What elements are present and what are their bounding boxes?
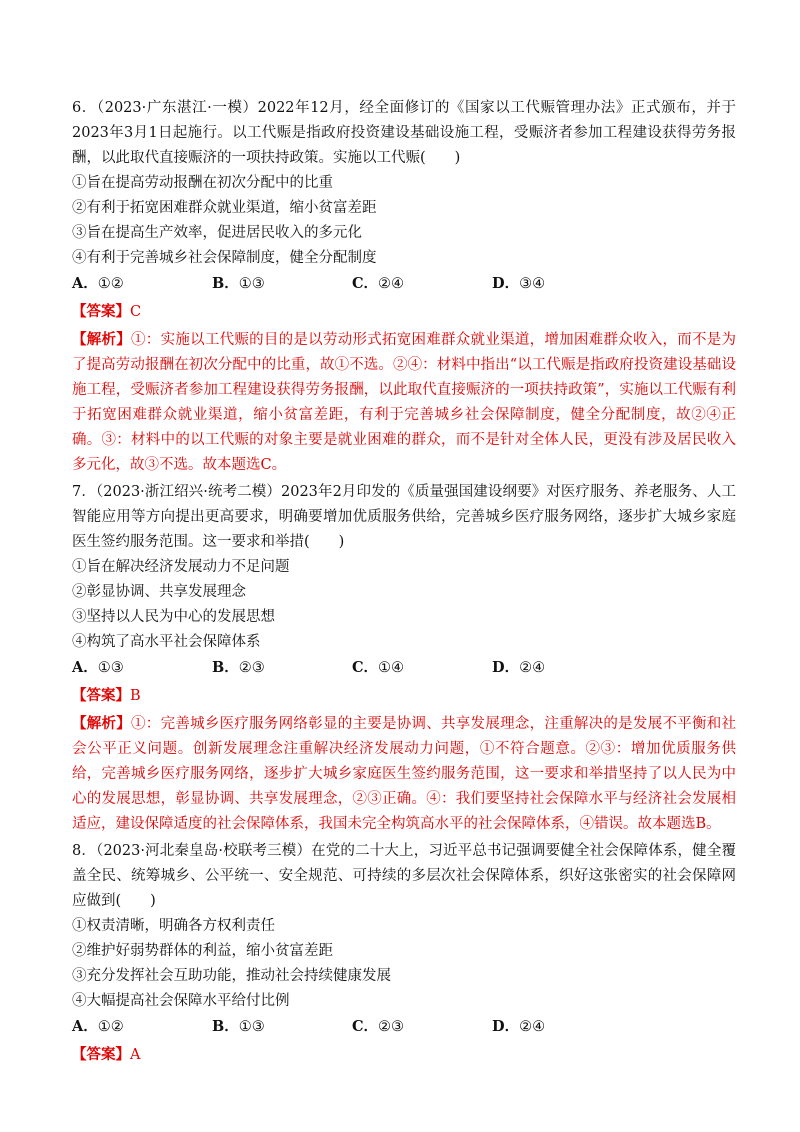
answer-value: B bbox=[130, 688, 141, 704]
choice-letter: C． bbox=[352, 1018, 379, 1035]
answer-value: A bbox=[130, 1047, 141, 1063]
analysis-paragraph bbox=[72, 711, 736, 837]
statement-option: ④大幅提高社会保障水平给付比例 bbox=[72, 993, 290, 1009]
answer-tag: 【答案】 bbox=[72, 1046, 130, 1063]
choice-text: ②④ bbox=[519, 1019, 546, 1035]
question-7 bbox=[72, 480, 736, 837]
choice-text: ②③ bbox=[238, 660, 265, 676]
choice-letter: A． bbox=[72, 659, 98, 676]
statement-option: ①旨在提高劳动报酬在初次分配中的比重 bbox=[72, 175, 333, 191]
choice-d bbox=[492, 655, 632, 681]
choice-c bbox=[352, 271, 492, 297]
statement-option: ④构筑了高水平社会保障体系 bbox=[72, 634, 261, 650]
choice-text: ①④ bbox=[378, 660, 405, 676]
analysis-paragraph bbox=[72, 327, 736, 478]
choice-letter: B． bbox=[212, 1018, 239, 1035]
choice-d bbox=[492, 1014, 632, 1040]
choice-letter: D． bbox=[492, 1018, 520, 1035]
choice-text: ②④ bbox=[378, 276, 405, 292]
choice-d bbox=[492, 271, 632, 297]
choice-letter: C． bbox=[352, 275, 379, 292]
choice-letter: A． bbox=[72, 275, 98, 292]
question-6 bbox=[72, 96, 736, 478]
statement-option: ②有利于拓宽困难群众就业渠道，缩小贫富差距 bbox=[72, 200, 377, 216]
statement-option: ①旨在解决经济发展动力不足问题 bbox=[72, 559, 290, 575]
choice-text: ①② bbox=[97, 1019, 124, 1035]
statement-option: ④有利于完善城乡社会保障制度，健全分配制度 bbox=[72, 250, 377, 266]
statement-option: ③旨在提高生产效率，促进居民收入的多元化 bbox=[72, 225, 362, 241]
answer-value: C bbox=[130, 304, 142, 320]
question-stem: 7．（2023·浙江绍兴·统考二模）2023年2月印发的《质量强国建设纲要》对医疗服务、养老服务、人工智能应用等方向提出更高要求，明确要增加优质服务供给，完善城乡医疗服务网络，逐步扩大城乡家庭医生签约服务范围。这一要求和举措( ) bbox=[72, 484, 736, 550]
choice-b bbox=[212, 271, 352, 297]
choice-text: ①③ bbox=[97, 660, 124, 676]
choice-text: ①② bbox=[97, 276, 124, 292]
statement-option: ①权责清晰，明确各方权利责任 bbox=[72, 918, 275, 934]
choice-a bbox=[72, 271, 212, 297]
choice-text: ③④ bbox=[519, 276, 546, 292]
choice-a bbox=[72, 655, 212, 681]
choice-letter: C． bbox=[352, 659, 379, 676]
answer-choices bbox=[72, 1014, 736, 1040]
question-stem: 6．（2023·广东湛江·一模）2022年12月，经全面修订的《国家以工代赈管理办法》正式颁布，并于2023年3月1日起施行。以工代赈是指政府投资建设基础设施工程，受赈济者参加工程建设获得劳务报酬，以此取代直接赈济的一项扶持政策。实施以工代赈( ) bbox=[72, 100, 736, 166]
choice-b bbox=[212, 1014, 352, 1040]
choice-letter: A． bbox=[72, 1018, 98, 1035]
question-8 bbox=[72, 839, 736, 1068]
analysis-text: ①：完善城乡医疗服务网络彰显的主要是协调、共享发展理念，注重解决的是发展不平衡和社会公平正义问题。创新发展理念注重解决经济发展动力问题，①不符合题意。②③：增加优质服务供给，完善城乡医疗服务网络，逐步扩大城乡家庭医生签约服务范围，这一要求和举措坚持了以人民为中心的发展思想，彰显协调、共享发展理念，②③正确。④：我们要坚持社会保障水平与经济社会发展相适应，建设保障适度的社会保障体系，我国未完全构筑高水平的社会保障体系，④错误。故本题选B。 bbox=[72, 716, 736, 832]
choice-c bbox=[352, 655, 492, 681]
choice-b bbox=[212, 655, 352, 681]
answer-tag: 【答案】 bbox=[72, 687, 130, 704]
content-area bbox=[72, 96, 736, 1068]
answer-choices bbox=[72, 271, 736, 297]
choice-a bbox=[72, 1014, 212, 1040]
choice-text: ①③ bbox=[238, 276, 265, 292]
analysis-tag: 【解析】 bbox=[72, 331, 132, 348]
question-stem: 8．（2023·河北秦皇岛·校联考三模）在党的二十大上，习近平总书记强调要健全社会保障体系，健全覆盖全民、统筹城乡、公平统一、安全规范、可持续的多层次社会保障体系，织好这张密实的社会保障网应做到( ) bbox=[72, 843, 736, 909]
choice-letter: B． bbox=[212, 659, 239, 676]
choice-letter: D． bbox=[492, 659, 520, 676]
analysis-tag: 【解析】 bbox=[72, 715, 132, 732]
answer-line bbox=[72, 299, 736, 325]
statement-option: ②维护好弱势群体的利益，缩小贫富差距 bbox=[72, 943, 333, 959]
statement-option: ②彰显协调、共享发展理念 bbox=[72, 584, 246, 600]
choice-text: ①③ bbox=[238, 1019, 265, 1035]
statement-option: ③充分发挥社会互助功能，推动社会持续健康发展 bbox=[72, 968, 391, 984]
answer-line bbox=[72, 1042, 736, 1068]
choice-letter: D． bbox=[492, 275, 520, 292]
answer-line bbox=[72, 683, 736, 709]
answer-choices bbox=[72, 655, 736, 681]
answer-tag: 【答案】 bbox=[72, 303, 130, 320]
choice-c bbox=[352, 1014, 492, 1040]
choice-text: ②③ bbox=[378, 1019, 405, 1035]
statement-option: ③坚持以人民为中心的发展思想 bbox=[72, 609, 275, 625]
choice-letter: B． bbox=[212, 275, 239, 292]
analysis-text: ①：实施以工代赈的目的是以劳动形式拓宽困难群众就业渠道，增加困难群众收入，而不是为了提高劳动报酬在初次分配中的比重，故①不选。②④：材料中指出“以工代赈是指政府投资建设基础设施工程，受赈济者参加工程建设获得劳务报酬，以此取代直接赈济的一项扶持政策”，实施以工代赈有利于拓宽困难群众就业渠道，缩小贫富差距，有利于完善城乡社会保障制度，健全分配制度，故②④正确。③：材料中的以工代赈的对象主要是就业困难的群众，而不是针对全体人民，更没有涉及居民收入多元化，故③不选。故本题选C。 bbox=[72, 332, 736, 473]
choice-text: ②④ bbox=[519, 660, 546, 676]
